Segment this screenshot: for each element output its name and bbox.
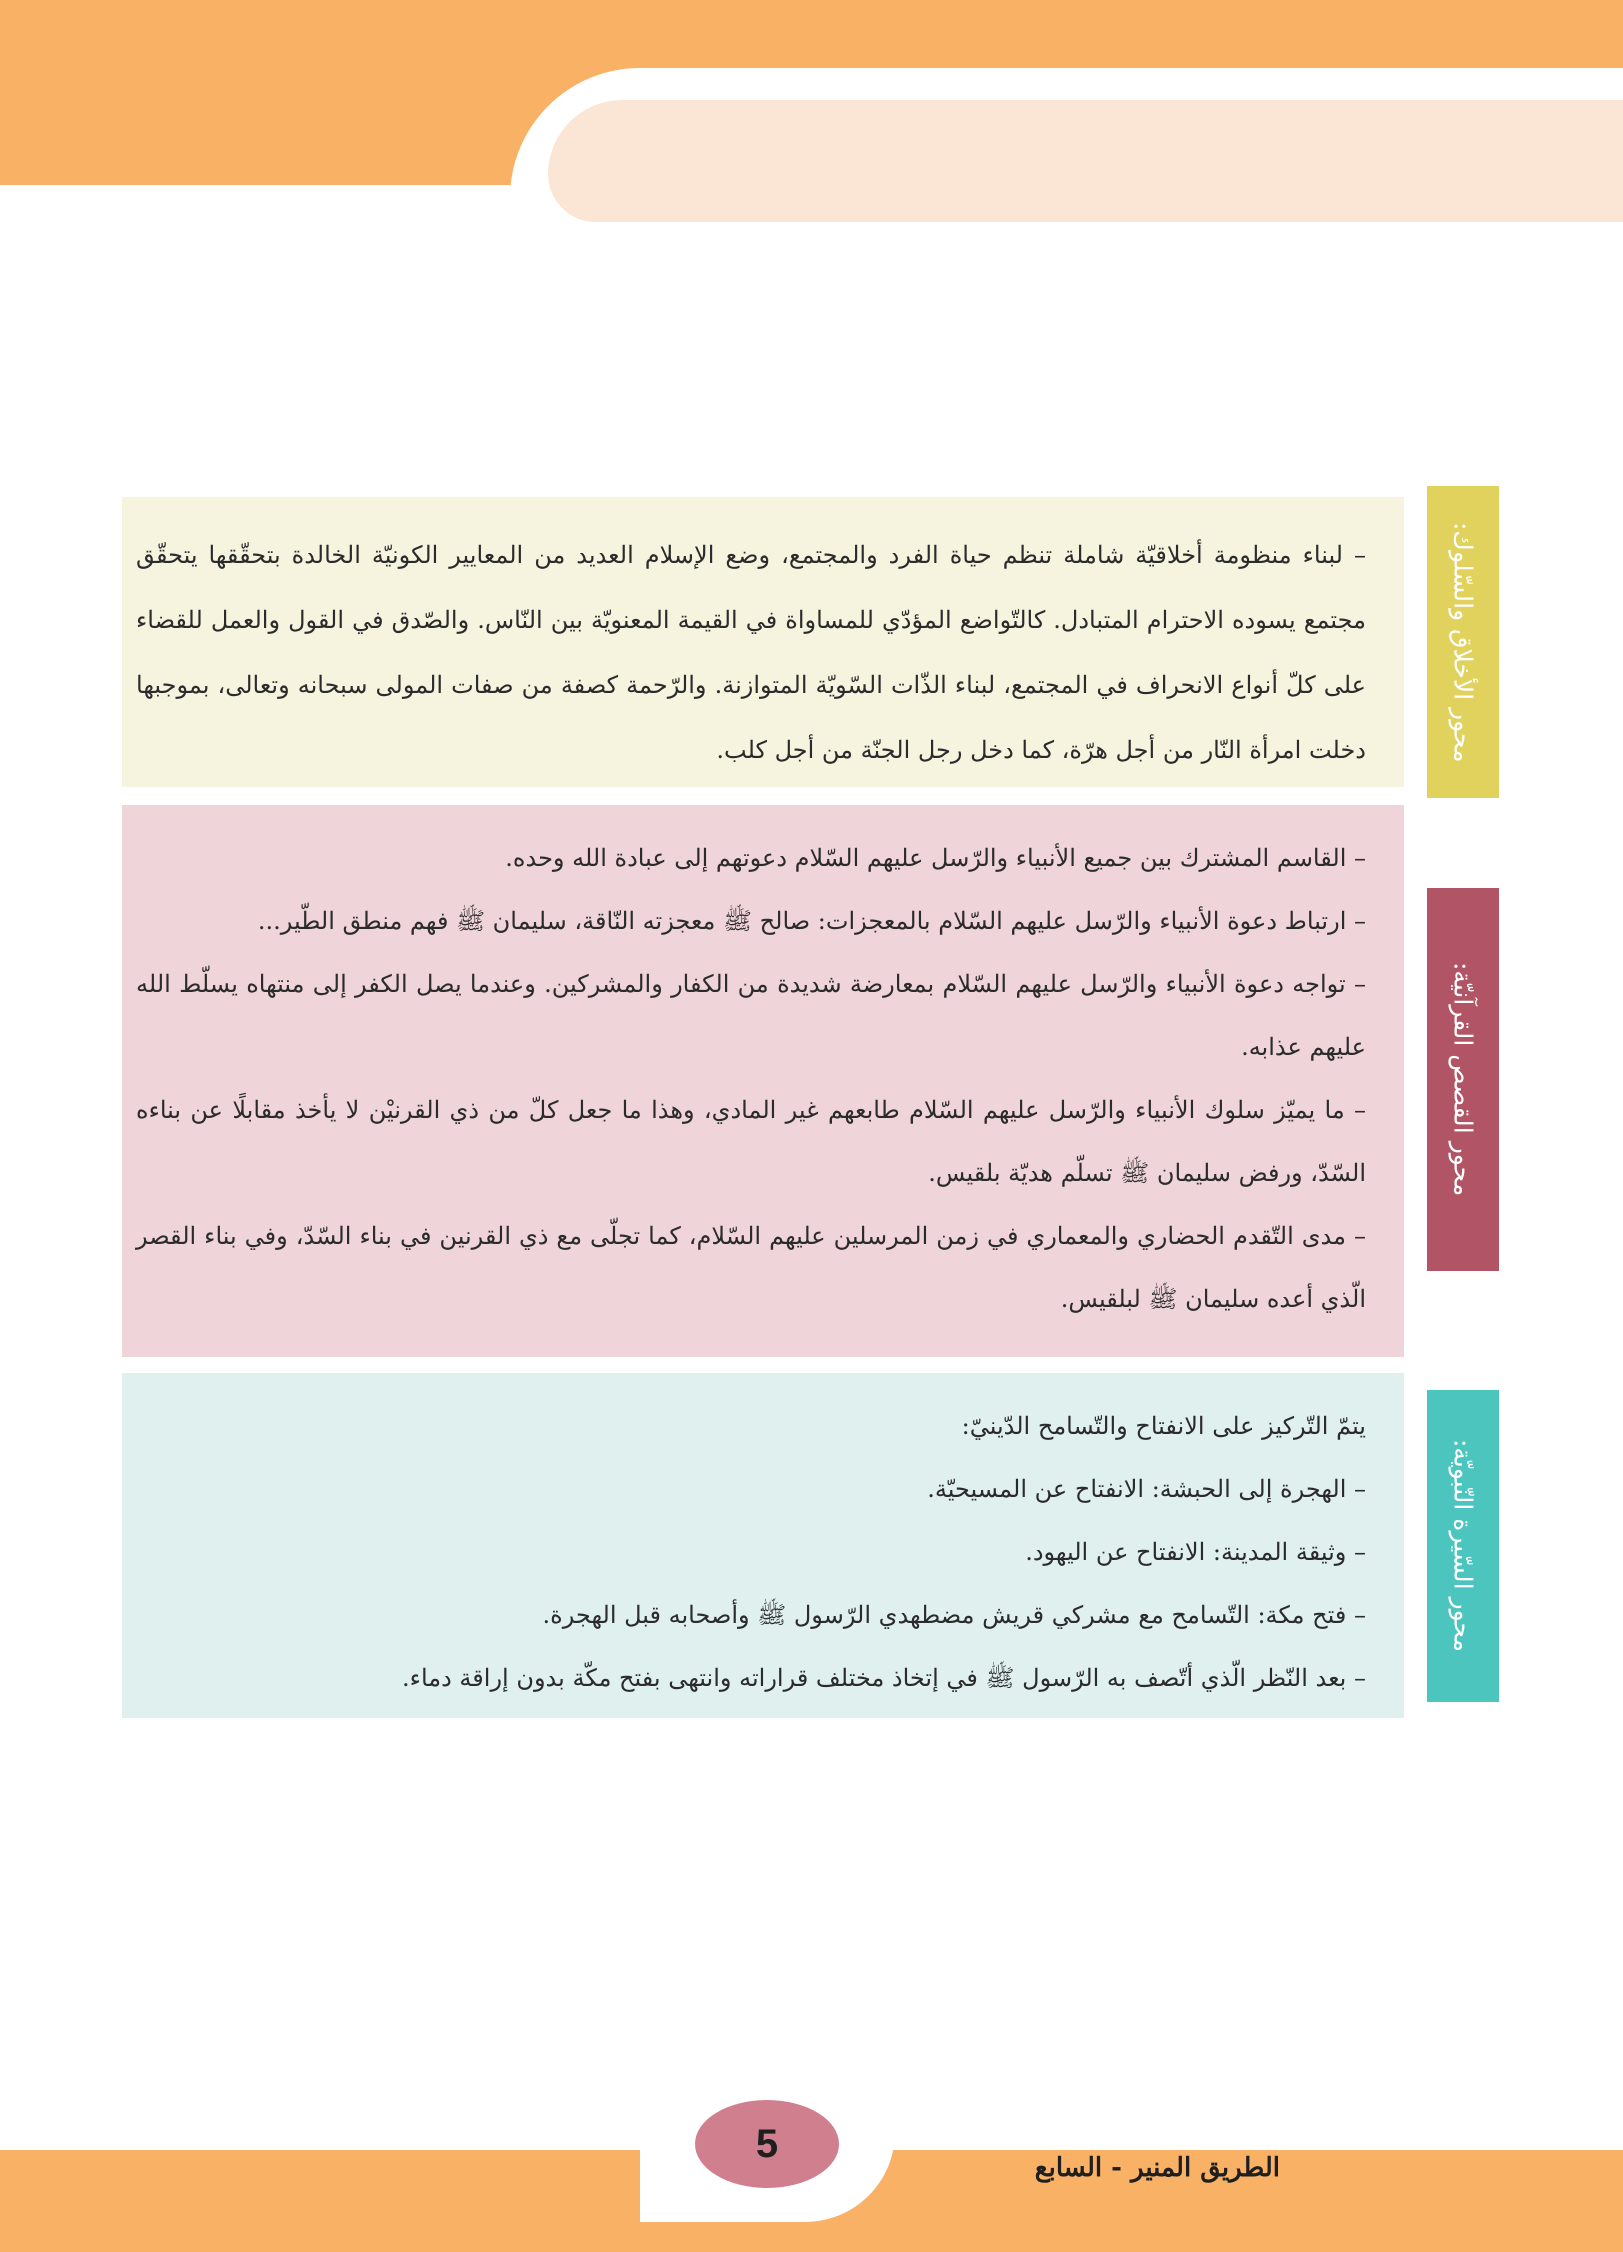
seerah-section [122, 1373, 1404, 1718]
quran-stories-axis-label [1427, 888, 1499, 1271]
ethics-axis-label [1427, 486, 1499, 798]
quran-stories-section [122, 805, 1404, 1357]
seerah-axis-text: محور السّيرة النّبويّة: [1448, 1439, 1478, 1653]
list-item: – تواجه دعوة الأنبياء والرّسل عليهم السّلام بمعارضة شديدة من الكفار والمشركين. وعندما يصل الكفر إلى منتهاه يسلّط الله عليهم عذابه. [136, 970, 1366, 1061]
book-title: الطريق المنير - السابع [1034, 2153, 1280, 2183]
list-item: – وثيقة المدينة: الانفتاح عن اليهود. [1025, 1538, 1366, 1566]
seerah-intro: يتمّ التّركيز على الانفتاح والتّسامح الدّينيّ: [961, 1412, 1366, 1440]
ethics-paragraph: – لبناء منظومة أخلاقيّة شاملة تنظم حياة الفرد والمجتمع، وضع الإسلام العديد من المعايير الكونيّة الخالدة بتحقّقها يتحقّق مجتمع يسوده الاحترام المتبادل. كالتّواضع المؤدّي للمساواة في القيمة المعنويّة بين النّاس. والصّدق في القول والعمل للقضاء على كلّ أنواع الانحراف في المجتمع، لبناء الذّات السّويّة المتوازنة. والرّحمة كصفة من صفات المولى سبحانه وتعالى، بموجبها دخلت امرأة النّار من أجل هرّة، كما دخل رجل الجنّة من أجل كلب. [136, 541, 1366, 764]
header-title-pill [548, 100, 1623, 222]
ethics-section [122, 497, 1404, 787]
list-item: – ارتباط دعوة الأنبياء والرّسل عليهم السّلام بالمعجزات: صالح ﷺ معجزته النّاقة، سليمان ﷺ فهم منطق الطّير... [257, 907, 1366, 935]
page-number: 5 [695, 2100, 839, 2188]
quran-stories-axis-text: محور القصص القرآنيّة: [1448, 962, 1478, 1197]
ethics-axis-text: محور الأخلاق والسّلوك: [1448, 521, 1478, 763]
list-item: – مدى التّقدم الحضاري والمعماري في زمن المرسلين عليهم السّلام، كما تجلّى مع ذي القرنين في بناء السّدّ، وفي بناء القصر الّذي أعده سليمان ﷺ لبلقيس. [136, 1222, 1366, 1313]
list-item: – ما يميّز سلوك الأنبياء والرّسل عليهم السّلام طابعهم غير المادي، وهذا ما جعل كلّ من ذي القرنيْن لا يأخذ مقابلًا عن بناءه السّدّ، ورفض سليمان ﷺ تسلّم هديّة بلقيس. [136, 1096, 1366, 1187]
seerah-axis-label [1427, 1390, 1499, 1702]
list-item: – الهجرة إلى الحبشة: الانفتاح عن المسيحيّة. [927, 1475, 1366, 1503]
list-item: – فتح مكة: التّسامح مع مشركي قريش مضطهدي الرّسول ﷺ وأصحابه قبل الهجرة. [542, 1601, 1366, 1629]
list-item: – القاسم المشترك بين جميع الأنبياء والرّسل عليهم السّلام دعوتهم إلى عبادة الله وحده. [505, 844, 1366, 872]
list-item: – بعد النّظر الّذي أتّصف به الرّسول ﷺ في إتخاذ مختلف قراراته وانتهى بفتح مكّة بدون إراقة دماء. [402, 1664, 1366, 1692]
